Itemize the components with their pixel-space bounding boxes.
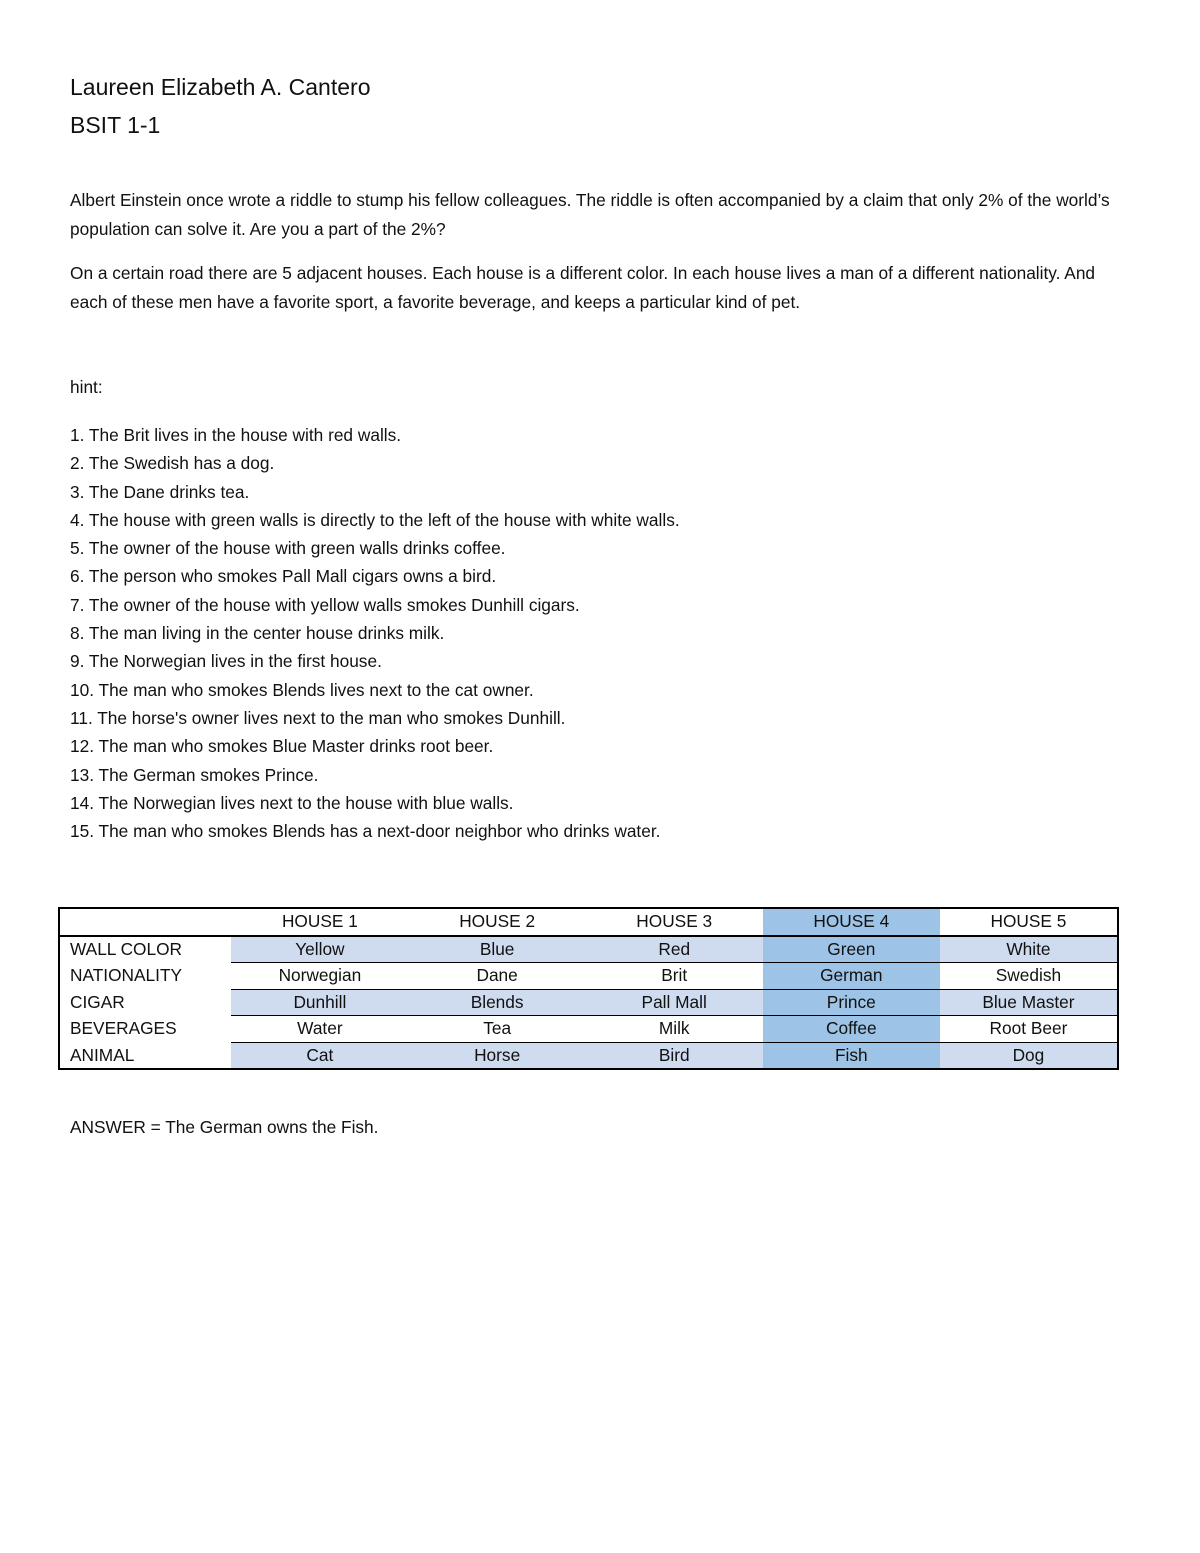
intro-paragraph-1: Albert Einstein once wrote a riddle to stump his fellow colleagues. The riddle is often accompanied by a claim that only 2% of the world’s population can solve it. Are you a part of the 2%? <box>70 190 1110 239</box>
table-row <box>59 963 1118 990</box>
table-cell: Tea <box>409 1016 586 1043</box>
hint-item: 11. The horse's owner lives next to the man who smokes Dunhill. <box>70 707 566 728</box>
hint-item: 8. The man living in the center house drinks milk. <box>70 623 445 644</box>
table-cell: Horse <box>409 1042 586 1069</box>
table-cell: Yellow <box>231 936 408 963</box>
hint-item: 13. The German smokes Prince. <box>70 764 319 785</box>
answer-line: ANSWER = The German owns the Fish. <box>70 1117 379 1137</box>
course-section: BSIT 1-1 <box>70 112 161 138</box>
hint-list <box>70 421 680 845</box>
header-cell: HOUSE 4 <box>763 908 940 936</box>
hint-item: 3. The Dane drinks tea. <box>70 481 250 502</box>
table-cell: Green <box>763 936 940 963</box>
table-cell: Prince <box>763 989 940 1016</box>
hint-item: 14. The Norwegian lives next to the house with blue walls. <box>70 792 514 813</box>
hint-item: 6. The person who smokes Pall Mall cigars owns a bird. <box>70 566 497 587</box>
table-cell: Water <box>231 1016 408 1043</box>
table-cell: White <box>940 936 1118 963</box>
hint-item: 5. The owner of the house with green walls drinks coffee. <box>70 538 506 559</box>
intro-paragraph-2: On a certain road there are 5 adjacent houses. Each house is a different color. In each house lives a man of a different nationality. And each of these men have a favorite sport, a favorite beverage, and keeps a particular kind of pet. <box>70 263 1096 312</box>
table-cell: Dane <box>409 963 586 990</box>
table-cell: Milk <box>586 1016 763 1043</box>
table-cell: Pall Mall <box>586 989 763 1016</box>
table-cell: Red <box>586 936 763 963</box>
hint-item: 7. The owner of the house with yellow walls smokes Dunhill cigars. <box>70 594 580 615</box>
table-cell: German <box>763 963 940 990</box>
hint-item: 12. The man who smokes Blue Master drinks root beer. <box>70 736 494 757</box>
table-cell: Coffee <box>763 1016 940 1043</box>
table-cell: Swedish <box>940 963 1118 990</box>
header-cell: HOUSE 5 <box>940 908 1118 936</box>
table-cell: Brit <box>586 963 763 990</box>
author-name: Laureen Elizabeth A. Cantero <box>70 74 371 100</box>
row-label: BEVERAGES <box>70 1018 177 1039</box>
hint-item: 9. The Norwegian lives in the first house. <box>70 651 382 672</box>
row-label: NATIONALITY <box>70 965 183 986</box>
hint-item: 1. The Brit lives in the house with red walls. <box>70 425 402 445</box>
table-cell: Norwegian <box>231 963 408 990</box>
row-label: CIGAR <box>70 991 125 1012</box>
row-label: WALL COLOR <box>70 939 183 959</box>
hint-item: 15. The man who smokes Blends has a next-door neighbor who drinks water. <box>70 821 661 842</box>
row-label: ANIMAL <box>70 1044 135 1065</box>
table-row <box>59 1042 1118 1069</box>
table-cell: Fish <box>763 1042 940 1069</box>
table-cell: Blends <box>409 989 586 1016</box>
table-cell: Blue Master <box>940 989 1118 1016</box>
table-cell: Root Beer <box>940 1016 1118 1043</box>
table-row <box>59 1016 1118 1043</box>
table-cell: Dog <box>940 1042 1118 1069</box>
table-row <box>59 936 1118 963</box>
table-cell: Cat <box>231 1042 408 1069</box>
table-row <box>59 989 1118 1016</box>
solution-table <box>58 907 1119 1070</box>
hint-item: 2. The Swedish has a dog. <box>70 453 275 474</box>
header-cell: HOUSE 2 <box>409 908 586 936</box>
hint-item: 4. The house with green walls is directly to the left of the house with white walls. <box>70 509 680 530</box>
table-corner-cell <box>59 908 231 936</box>
hint-label: hint: <box>70 377 103 397</box>
hint-item: 10. The man who smokes Blends lives next to the cat owner. <box>70 679 534 700</box>
table-cell: Dunhill <box>231 989 408 1016</box>
table-cell: Blue <box>409 936 586 963</box>
header-cell: HOUSE 1 <box>231 908 408 936</box>
table-header-row <box>59 908 1118 936</box>
header-cell: HOUSE 3 <box>586 908 763 936</box>
table-cell: Bird <box>586 1042 763 1069</box>
